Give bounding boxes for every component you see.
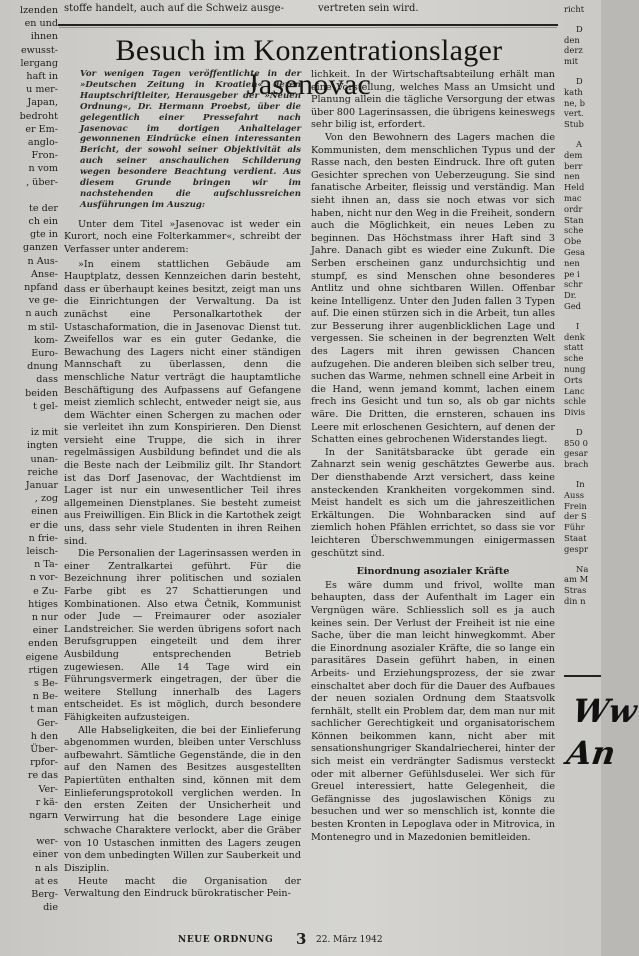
text-fragment: kath xyxy=(564,86,583,97)
right-column-rule xyxy=(564,675,601,677)
page-footer xyxy=(178,930,418,950)
article-headline: Besuch im Konzentrationslager Jasenovac xyxy=(115,34,503,101)
text-fragment: Januar xyxy=(25,479,58,491)
text-fragment: vert. xyxy=(564,108,584,119)
text-fragment-block xyxy=(564,321,601,418)
text-fragment: re das xyxy=(27,770,58,782)
text-fragment: enden xyxy=(28,638,58,650)
text-fragment: at es xyxy=(34,875,58,887)
text-fragment: In xyxy=(576,479,585,490)
text-fragment: Anse- xyxy=(31,268,58,280)
text-fragment: Ger- xyxy=(36,717,58,729)
text-fragment: er Em- xyxy=(25,123,58,135)
previous-article-continuation: stoffe handelt, auch auf die Schweiz ausge- xyxy=(64,3,284,14)
text-fragment: D xyxy=(576,426,583,437)
text-fragment: Divis xyxy=(564,407,586,418)
text-fragment: schr xyxy=(564,279,583,290)
right-column-fragment xyxy=(564,4,601,607)
text-fragment: ingten xyxy=(26,440,58,452)
text-fragment: Lanc xyxy=(564,385,585,396)
text-fragment: Orts xyxy=(564,374,583,385)
article-paragraph: Von den Bewohnern des Lagers machen die Kommunisten, dem menschlichen Typus und der Rasse nach, den besten Eindruck. Ihre oft guten Gesichter sprechen von Ueberzeugung. Sie sind fanatische Arbeiter, fleissig und verständig. Man sieht ihnen an, dass sie noch etwas vor sich haben, nicht nur den Weg in die Freiheit, sondern auch die Möglichkeit, ein neues Leben zu beginnen. Das Höchstmass ihrer Haft sind 3 Jahre. Danach gibt es wieder eine Zukunft. Die Serben erscheinen ganz undurchsichtig und stumpf, es sind Menschen ohne besonderes Antlitz und ohne sichtbaren Willen. Offenbar keine Intelligenz. Unter den Juden fallen 3 Typen auf. Die einen stürzen sich in die Arbeit, tun alles zur Besserung ihrer augenblicklichen Lage und vergessen. Sie scheinen in der begrenzten Welt des Lagers mit ihren gewissen Chancen aufzugehen. Die anderen bleiben sich selber treu, suchen das Warme, nehmen schnell eine Arbeit in die Hand, wenn jemand kommt, lachen einem frech ins Gesicht und tun so, als ob gar nichts wäre. Die Dritten, die ernsteren, schauen ins Leere mit erloschenen Gesichtern, auf denen der Schatten eines gebrochenen Widerstandes liegt. xyxy=(311,131,555,446)
paragraph-gap xyxy=(4,822,58,835)
text-fragment: Stan xyxy=(564,214,584,225)
text-fragment: gesar xyxy=(564,448,588,459)
article-paragraph: In der Sanitätsbaracke übt gerade ein Zahnarzt sein wenig geschätztes Gewerbe aus. Der diensthabende Arzt versichert, dass keine ansteckenden Krankheiten vorgekommen sind. Meist handelt es sich um die jahreszeitlichen Erkältungen. Die Wohnbaracken sind auf ziemlich hohen Pfählen errichtet, so dass sie vor leichteren Überschwemmungen einigermassen geschützt sind. xyxy=(311,446,555,559)
text-fragment: ve ge- xyxy=(28,295,58,307)
text-fragment: anglo- xyxy=(27,137,58,149)
text-fragment: n Aus- xyxy=(27,255,58,267)
text-fragment: rpfor- xyxy=(30,757,58,769)
article-paragraph: Heute macht die Organisation der Verwaltung den Eindruck bürokratischer Pein- xyxy=(64,875,301,900)
text-fragment: Stras xyxy=(564,585,587,596)
text-fragment-block xyxy=(564,479,601,555)
text-fragment: Japan, xyxy=(27,97,58,109)
text-fragment: schle xyxy=(564,396,587,407)
text-fragment: ordr xyxy=(564,203,583,214)
text-fragment: Held xyxy=(564,182,585,193)
text-fragment-block xyxy=(564,564,601,607)
text-fragment: haft in xyxy=(26,71,58,83)
text-fragment: sche xyxy=(564,225,584,236)
text-fragment: Gesa xyxy=(564,246,585,257)
text-fragment: nen xyxy=(564,257,580,268)
text-fragment: der S xyxy=(564,511,587,522)
text-fragment: ihnen xyxy=(30,31,58,43)
text-fragment: A xyxy=(576,138,583,149)
text-fragment: npfand xyxy=(24,282,58,294)
text-fragment-block xyxy=(564,24,601,67)
text-fragment: r kä- xyxy=(35,796,58,808)
text-fragment: richt xyxy=(564,4,585,14)
text-fragment: mit xyxy=(564,56,578,67)
text-fragment: h den xyxy=(30,730,58,742)
text-fragment: Dr. xyxy=(564,290,577,301)
text-fragment: einer xyxy=(32,849,58,861)
text-fragment: dnung xyxy=(27,361,58,373)
text-fragment: unan- xyxy=(30,453,58,465)
text-fragment: n vom xyxy=(28,163,58,175)
article-paragraph: Alle Habseligkeiten, die bei der Einlieferung abgenommen wurden, bleiben unter Verschluss aufbewahrt. Sämtliche Gegenstände, die in den auf den Namen des Besitzes ausgestellten Papiertüten enthalten sind, können mit dem Einlieferungsprotokoll verglichen werden. In den ersten Zeiten der Unsicherheit und Verwirrung hat die besondere Lage einige schwache Charaktere verlockt, aber die Gräber von 10 Ustaschen inmitten des Lagers zeugen von dem unbedingten Willen zur Sauberkeit und Disziplin. xyxy=(64,724,301,875)
text-fragment: n als xyxy=(35,862,58,874)
text-fragment: ne, b xyxy=(564,97,586,108)
article-paragraph: Die Personalien der Lagerinsassen werden in einer Zentralkartei geführt. Für die Bezeichnung ihrer politischen und sozialen Farbe gibt es 27 Schattierungen und Kombinationen. Also etwa Četnik, Kommunist oder Jude — Freimaurer oder asozialer Landstreicher. Sie werden übrigens sofort nach Berufsgruppen eingeteilt und dem ihrer Ausbildung entsprechenden Betrieb zugewiesen. Alle 14 Tage wird ein Führungsvermerk eingetragen, der über die weitere Stellung innerhalb des Lagers entscheidet. Es ist möglich, durch besondere Fähigkeiten aufzusteigen. xyxy=(64,548,301,723)
text-fragment: ngarn xyxy=(29,809,58,821)
text-fragment: leisch- xyxy=(26,545,58,557)
text-fragment: einen xyxy=(31,506,58,518)
text-fragment: beiden xyxy=(25,387,58,399)
text-fragment: brach xyxy=(564,459,589,470)
text-fragment: Obe xyxy=(564,236,582,247)
text-fragment: derz xyxy=(564,45,583,56)
text-fragment: Fron- xyxy=(31,150,58,162)
article-paragraph: Unter dem Titel »Jasenovac ist weder ein Kurort, noch eine Folterkammer«, schreibt der Verfasser unter anderem: xyxy=(64,218,301,255)
text-fragment: dass xyxy=(36,374,58,386)
text-fragment: D xyxy=(576,75,583,86)
text-fragment-block xyxy=(564,139,601,312)
article-column-1 xyxy=(64,69,301,901)
text-fragment: Euro- xyxy=(31,348,58,360)
text-fragment: Stub xyxy=(564,119,584,130)
text-fragment: dem xyxy=(564,149,583,160)
text-fragment: n auch xyxy=(25,308,58,320)
text-fragment: er die xyxy=(29,519,58,531)
text-fragment: nen xyxy=(564,171,580,182)
article-column-2 xyxy=(311,69,555,844)
article-paragraph: Es wäre dumm und frivol, wollte man behaupten, dass der Aufenthalt im Lager ein Vergnügen wäre. Schliesslich soll es ja auch keines sein. Der Verlust der Freiheit ist nie eine Sache, über die man leicht hinwegkommt. Aber die Einordnung asozialer Kräfte, die so lange ein parasitäres Dasein geführt haben, in einen Arbeits- und Erziehungsprozess, der sie zwar einschaltet aber doch für die Dauer des Aufbaues der neuen sozialen Ordnung dem Staatsvolk fernhält, stellt ein Problem dar, dem man nur mit sachlicher Gerechtigkeit und organisatorischem Können beikommen kann, nicht aber mit sensationshungriger Skandalriecherei, hinter der sich meist ein verdrängter Sadismus versteckt oder mit alberner Gefühlsduselei. Wer sich für Greuel interessiert, hatte Gelegenheit, die Gefängnisse des jugoslawischen Königs zu besuchen und wer so menschlich ist, konnte die besten Kronten in Lepoglava oder in Mitrovica, in Montenegro und in Mazedonien bemitleiden. xyxy=(311,579,555,843)
header-rule-thin xyxy=(59,27,557,28)
article-paragraph: »In einem stattlichen Gebäude am Hauptplatz, dessen Kennzeichen darin besteht, dass er überhaupt keines besitzt, zeigt man uns die Einrichtungen der Verwaltung. Da ist zunächst eine Personalkartothek der Ustaschaformation, die in Jasenovac Dienst tut. Zweifellos war es ein guter Gedanke, die Bewachung des Lagers nicht einer ständigen Mannschaft zu überlassen, denn die menschliche Natur verträgt die hauptamtliche Beschäftigung des Aufpassens auf Gefangene meist ziemlich schlecht, entweder neigt sie, aus dem Wächter einen Schergen zu machen oder sie verleitet ihn zum Konspirieren. Den Dienst versieht eine Truppe, die sich in ihrer regelmässigen Ausbildung befindet und die als die Beste nach der Leibmiliz gilt. Ihr Standort ist das Dorf Jasenovac, der Wachtdienst im Lager ist nur ein unwesentlicher Teil ihres allgemeinen Dienstplanes. Sie besteht zumeist aus Freiwilligen. Ein Blick in die Kartothek zeigt uns, dass sehr viele Studenten in ihren Reihen sind. xyxy=(64,258,301,547)
text-fragment: die xyxy=(43,902,58,914)
text-fragment: lergang xyxy=(20,57,58,69)
text-fragment: ganzen xyxy=(23,242,58,254)
text-fragment: Ver- xyxy=(38,783,58,795)
text-fragment: ewusst- xyxy=(20,44,58,56)
text-fragment: bedroht xyxy=(19,110,58,122)
text-fragment: lzenden xyxy=(20,5,58,16)
text-fragment: rtigen xyxy=(28,664,58,676)
text-fragment: , über- xyxy=(26,176,58,188)
paragraph-gap xyxy=(4,189,58,202)
text-fragment: Na xyxy=(576,563,589,574)
issue-date: 22. März 1942 xyxy=(316,935,383,945)
text-fragment: iz mit xyxy=(30,427,58,439)
text-fragment: Über- xyxy=(30,743,58,755)
page-number: 3 xyxy=(296,930,307,948)
text-fragment: reiche xyxy=(27,466,58,478)
text-fragment: n vor- xyxy=(29,572,58,584)
text-fragment: te der xyxy=(29,202,58,214)
text-fragment: 850 0 xyxy=(564,437,588,448)
text-fragment: n Ta- xyxy=(34,559,58,571)
previous-article-continuation-right: vertreten sein wird. xyxy=(318,3,419,14)
text-fragment: I xyxy=(576,320,580,331)
text-fragment: htiges xyxy=(28,598,58,610)
text-fragment: einer xyxy=(32,625,58,637)
text-fragment: am M xyxy=(564,574,589,585)
text-fragment: den xyxy=(564,34,580,45)
text-fragment: eigene xyxy=(25,651,58,663)
text-fragment: Auss xyxy=(564,489,585,500)
text-fragment: pe i xyxy=(564,268,580,279)
text-fragment: e Zu- xyxy=(33,585,58,597)
article-intro: Vor wenigen Tagen veröffentlichte in der »Deutschen Zeitung in Kroatien« deren Hauptschriftleiter, Herausgeber der »Neuen Ordnung«, Dr. Hermann Proebst, über die gelegentlich einer Pressefahrt nach Jasenovac im dortigen Anhaltelager gewonnenen Eindrücke einen interessanten Bericht, der sowohl seiner Objektivität als auch seiner anschaulichen Schilderung wegen besondere Beachtung verdient. Aus diesem Grunde bringen wir im nachstehenden die aufschlussreichen Ausführungen im Auszug: xyxy=(80,69,301,210)
text-fragment-block xyxy=(564,76,601,130)
text-fragment: gespr xyxy=(564,543,588,554)
text-fragment: n frie- xyxy=(28,532,58,544)
text-fragment: sche xyxy=(564,353,584,364)
text-fragment: s Be- xyxy=(34,677,58,689)
text-fragment: wer- xyxy=(36,836,58,848)
text-fragment: en und xyxy=(24,18,58,30)
paragraph-gap xyxy=(4,413,58,426)
section-subheading: Einordnung asozialer Kräfte xyxy=(356,566,510,578)
text-fragment: t man xyxy=(30,704,58,716)
text-fragment: D xyxy=(576,23,583,34)
left-column-fragment xyxy=(4,4,58,914)
text-fragment: Staat xyxy=(564,533,587,544)
handwritten-style-heading-fragment: Ww An xyxy=(564,692,639,772)
article-paragraph: lichkeit. In der Wirtschaftsabteilung erhält man eine Vorstellung, welches Mass an Umsicht und Planung allein die tägliche Versorgung der etwas über 800 Lagerinsassen, die übrigens keineswegs sehr bilig ist, erfordert. xyxy=(311,69,555,131)
text-fragment: mac xyxy=(564,192,582,203)
text-fragment: Berg- xyxy=(31,889,58,900)
text-fragment: n Be- xyxy=(32,691,58,703)
text-fragment: gte in xyxy=(30,229,58,241)
text-fragment: berr xyxy=(564,160,583,171)
text-fragment: u mer- xyxy=(26,84,58,96)
text-fragment: , zog xyxy=(34,493,58,505)
text-fragment: ch ein xyxy=(28,216,58,228)
text-fragment: Führ xyxy=(564,522,585,533)
text-fragment: n nur xyxy=(31,611,58,623)
text-fragment: t gel- xyxy=(32,400,58,412)
publication-name: NEUE ORDNUNG xyxy=(178,935,274,945)
text-fragment: statt xyxy=(564,342,584,353)
text-fragment: Frein xyxy=(564,500,587,511)
text-fragment: din n xyxy=(564,596,586,607)
text-fragment: denk xyxy=(564,331,585,342)
text-fragment: Ged xyxy=(564,300,582,311)
text-fragment: kom- xyxy=(34,334,58,346)
text-fragment: m stil- xyxy=(27,321,58,333)
header-rule xyxy=(58,24,558,26)
text-fragment: nung xyxy=(564,363,586,374)
text-fragment-block xyxy=(564,427,601,470)
